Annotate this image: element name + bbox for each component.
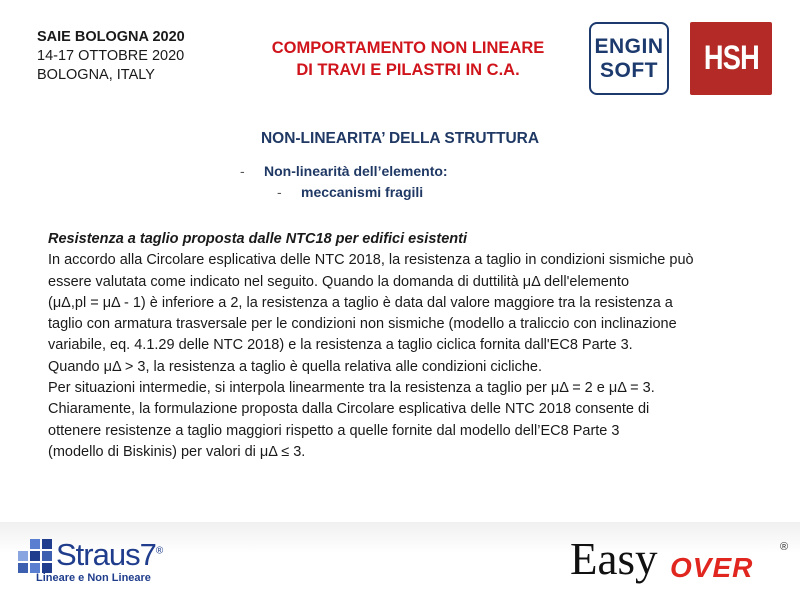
slide-title bbox=[248, 37, 568, 81]
slide-title-line2: DI TRAVI E PILASTRI IN C.A. bbox=[296, 61, 520, 79]
event-dates: 14-17 OTTOBRE 2020 bbox=[37, 48, 185, 64]
bullet-item-2-text: meccanismi fragili bbox=[301, 184, 424, 200]
enginsoft-logo-line2: SOFT bbox=[600, 58, 658, 82]
easyover-logo-easy: Easy bbox=[570, 534, 658, 584]
event-location: BOLOGNA, ITALY bbox=[37, 67, 155, 83]
slide-title-line1: COMPORTAMENTO NON LINEARE bbox=[271, 39, 545, 57]
straus7-logo-name bbox=[56, 537, 162, 573]
body-line: In accordo alla Circolare esplicativa delle NTC 2018, la resistenza a taglio in condizioni sismiche può bbox=[48, 252, 694, 269]
event-info bbox=[37, 28, 185, 85]
bullet-item-1 bbox=[240, 163, 448, 179]
straus7-logo bbox=[18, 537, 188, 587]
hsh-logo bbox=[690, 22, 772, 95]
easyover-registered-mark: ® bbox=[780, 541, 789, 553]
body-line: ottenere resistenze a taglio maggiori rispetto a quelle fornite dal modello dell’EC8 Parte 3 bbox=[48, 422, 620, 439]
body-line: taglio con armatura trasversale per le condizioni non sismiche (modello a traliccio con inclinazione bbox=[48, 316, 677, 333]
body-line: (μΔ,pl = μΔ - 1) è inferiore a 2, la resistenza a taglio è data dal valore maggiore tra la resistenza a bbox=[48, 294, 673, 311]
enginsoft-logo-line1: ENGIN bbox=[594, 34, 664, 58]
bullet-item-1-text: Non-linearità dell’elemento: bbox=[264, 163, 448, 179]
straus7-grid-icon bbox=[18, 539, 52, 573]
body-line: Quando μΔ > 3, la resistenza a taglio è quella relativa alle condizioni cicliche. bbox=[48, 358, 543, 375]
easyover-logo-over: OVER bbox=[670, 552, 754, 583]
bullet-dash-icon: - bbox=[277, 184, 282, 200]
hsh-logo-text: HSH bbox=[703, 39, 759, 77]
body-line: Chiaramente, la formulazione proposta dalla Circolare esplicativa delle NTC 2018 consente di bbox=[48, 401, 650, 418]
body-line: (modello di Biskinis) per valori di μΔ ≤ 3. bbox=[48, 443, 306, 460]
event-name: SAIE BOLOGNA 2020 bbox=[37, 29, 185, 45]
body-line: variabile, eq. 4.1.29 delle NTC 2018) e la resistenza a taglio ciclica fornita dall'EC8 Parte 3. bbox=[48, 337, 633, 354]
straus7-registered-mark: ® bbox=[155, 545, 163, 557]
easyover-logo bbox=[570, 533, 790, 589]
straus7-logo-name-text: Straus7 bbox=[56, 537, 156, 572]
straus7-logo-subtitle: Lineare e Non Lineare bbox=[36, 572, 151, 584]
bullet-item-2 bbox=[277, 184, 423, 200]
body-heading: Resistenza a taglio proposta dalle NTC18 per edifici esistenti bbox=[48, 231, 468, 247]
enginsoft-logo bbox=[589, 22, 669, 95]
bullet-dash-icon: - bbox=[240, 163, 245, 179]
body-line: Per situazioni intermedie, si interpola linearmente tra la resistenza a taglio per μΔ = 2 e μΔ = 3. bbox=[48, 380, 655, 397]
section-title: NON-LINEARITA’ DELLA STRUTTURA bbox=[260, 130, 540, 147]
body-paragraph bbox=[48, 229, 768, 463]
body-line: essere valutata come indicato nel seguito. Quando la domanda di duttilità μΔ dell'elemento bbox=[48, 273, 630, 290]
